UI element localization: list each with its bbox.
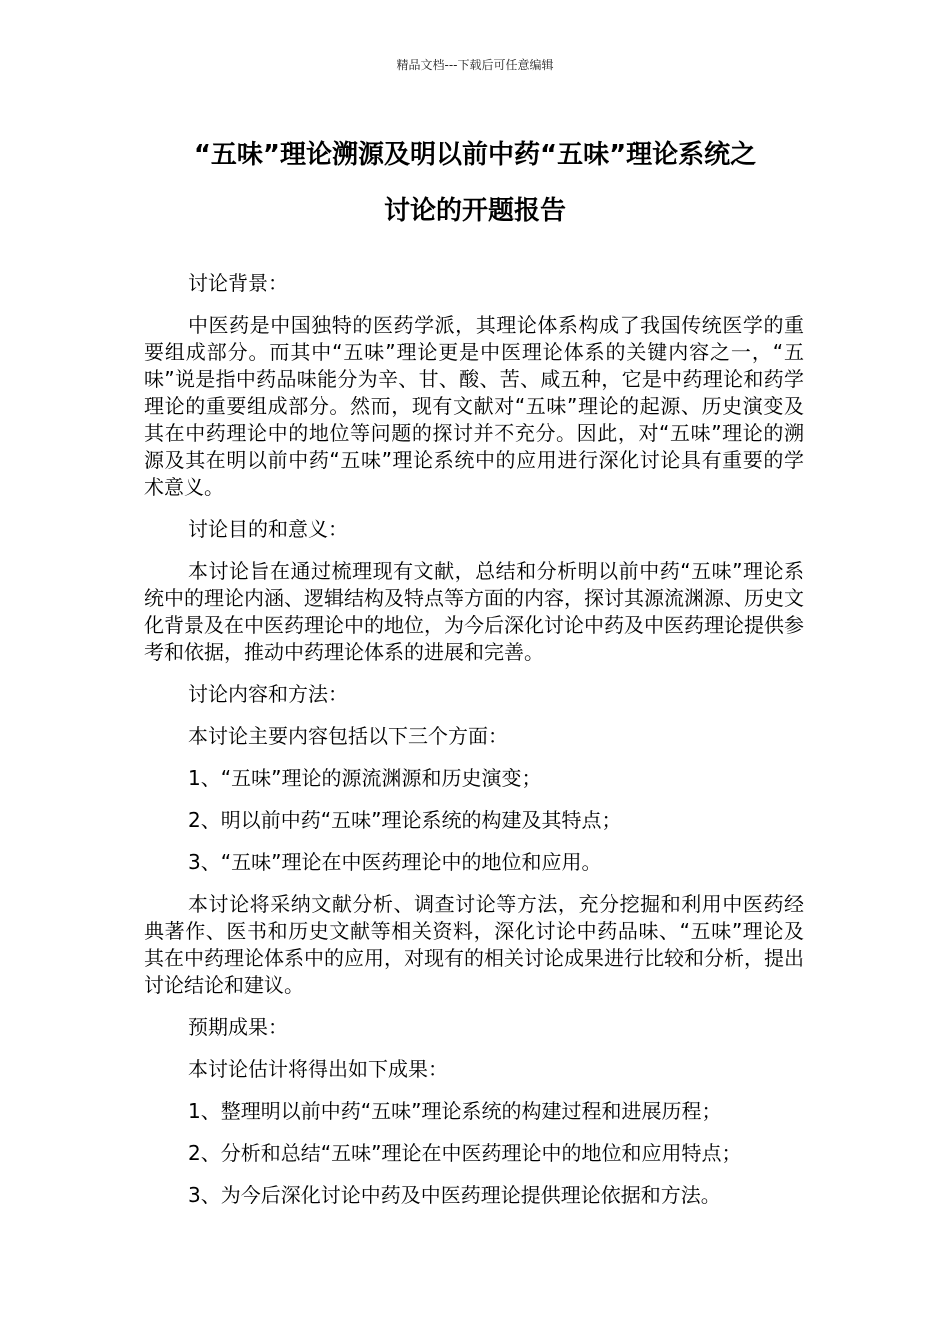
list-item-content-1: 1、“五味”理论的源流渊源和历史演变； bbox=[188, 766, 542, 790]
paragraph-content-intro: 本讨论主要内容包括以下三个方面： bbox=[188, 724, 508, 748]
section-heading-background: 讨论背景： bbox=[188, 271, 288, 295]
section-heading-expected-results: 预期成果： bbox=[188, 1015, 288, 1039]
document-title-line-1: “五味”理论溯源及明以前中药“五味”理论系统之 bbox=[193, 140, 757, 170]
paragraph-background: 中医药是中国独特的医药学派，其理论体系构成了我国传统医学的重要组成部分。而其中“五味”理论更是中医理论体系的关键内容之一，“五味”说是指中药品味能分为辛、甘、酸、苦、咸五种，它是中药理论和药学理论的重要组成部分。然而，现有文献对“五味”理论的起源、历史演变及其在中药理论中的地位等问题的探讨并不充分。因此，对“五味”理论的溯源及其在明以前中药“五味”理论系统中的应用进行深化讨论具有重要的学术意义。 bbox=[144, 313, 804, 499]
paragraph-purpose: 本讨论旨在通过梳理现有文献，总结和分析明以前中药“五味”理论系统中的理论内涵、逻辑结构及特点等方面的内容，探讨其源流渊源、历史文化背景及在中医药理论中的地位，为今后深化讨论中药及中医药理论提供参考和依据，推动中药理论体系的进展和完善。 bbox=[144, 559, 804, 664]
paragraph-methods: 本讨论将采纳文献分析、调查讨论等方法，充分挖掘和利用中医药经典著作、医书和历史文献等相关资料，深化讨论中药品味、“五味”理论及其在中药理论体系中的应用，对现有的相关讨论成果进行比较和分析，提出讨论结论和建议。 bbox=[144, 892, 804, 997]
list-item-content-3: 3、“五味”理论在中医药理论中的地位和应用。 bbox=[188, 850, 602, 874]
list-item-content-2: 2、明以前中药“五味”理论系统的构建及其特点； bbox=[188, 808, 622, 832]
document-body bbox=[144, 270, 804, 1224]
page-header: 精品文档---下载后可任意编辑 bbox=[396, 58, 554, 72]
list-item-result-2: 2、分析和总结“五味”理论在中医药理论中的地位和应用特点； bbox=[188, 1141, 742, 1165]
section-heading-purpose: 讨论目的和意义： bbox=[188, 517, 348, 541]
paragraph-results-intro: 本讨论估计将得出如下成果： bbox=[188, 1057, 448, 1081]
list-item-result-3: 3、为今后深化讨论中药及中医药理论提供理论依据和方法。 bbox=[188, 1183, 721, 1207]
document-title-line-2: 讨论的开题报告 bbox=[383, 196, 566, 226]
list-item-result-1: 1、整理明以前中药“五味”理论系统的构建过程和进展历程； bbox=[188, 1099, 722, 1123]
section-heading-content-methods: 讨论内容和方法： bbox=[188, 682, 348, 706]
